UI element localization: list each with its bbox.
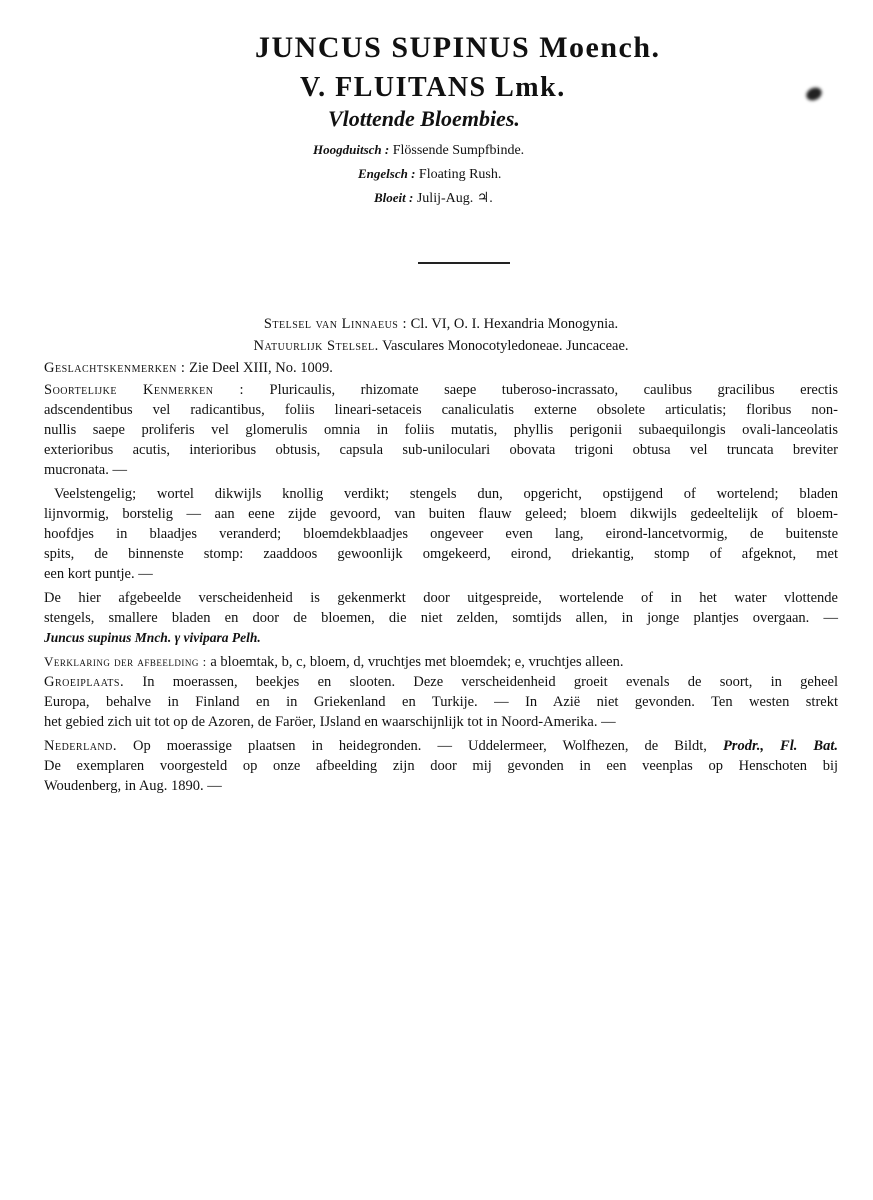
species-latin-line: Soortelijke Kenmerken : Pluricaulis, rhizomate saepe tuberoso-incrassato, caulibus gracilibus erectis — [44, 382, 838, 398]
variety-line: De hier afgebeelde verscheidenheid is gekenmerkt door uitgespreide, wortelende of in het water vlottende — [44, 590, 838, 606]
species-dutch-paragraph — [44, 484, 838, 584]
flora-reference: Prodr., Fl. Bat. — [722, 738, 838, 754]
genus-label: Geslachtskenmerken : — [44, 360, 186, 376]
variety-line: stengels, smallere bladen en door de bloemen, die niet zelden, somtijds allen, in jonge plantjes overgaan. — — [44, 610, 838, 626]
natural-system-label: Natuurlijk Stelsel. — [253, 338, 379, 354]
bloom-value: Julij-Aug. ♃. — [416, 191, 493, 206]
species-dutch-line: hoofdjes in blaadjes veranderd; bloemdekblaadjes ongeveer even lang, eirond-lancetvormig, de buitenste — [44, 526, 838, 542]
dutch-name: Vlottende Bloembies. — [328, 106, 520, 131]
netherlands-line: Nederland. Op moerassige plaatsen in heidegronden. — Uddelermeer, Wolfhezen, de Bildt, Prodr., Fl. Bat. — [44, 738, 838, 754]
figure-explanation-label: Verklaring der afbeelding : — [44, 654, 207, 669]
genus-line — [44, 358, 838, 378]
bloom-label: Bloeit : — [374, 190, 414, 205]
figure-explanation-text: a bloemtak, b, c, bloem, d, vruchtjes met bloemdek; e, vruchtjes alleen. — [210, 654, 624, 670]
habitat-label: Groeiplaats. — [44, 674, 125, 690]
linnaeus-value: Cl. VI, O. I. Hexandria Monogynia. — [410, 316, 619, 332]
german-value: Flössende Sumpfbinde. — [392, 143, 525, 158]
title-species: JUNCUS SUPINUS Moench. — [255, 31, 661, 64]
english-label: Engelsch : — [358, 166, 416, 181]
species-dutch-line: Veelstengelig; wortel dikwijls knollig verdikt; stengels dun, opgericht, opstijgend of wortelend; bladen — [54, 486, 838, 502]
species-latin-line: mucronata. — — [44, 462, 127, 478]
english-name-line — [358, 166, 501, 183]
variety-synonym: Juncus supinus Mnch. γ vivipara Pelh. — [44, 630, 261, 645]
species-latin-line: exterioribus acutis, interioribus obtusis, capsula sub-uniloculari obovata trigoni obtusa vel truncata breviter — [44, 442, 838, 458]
variety-paragraph — [44, 588, 838, 648]
german-name-line — [313, 142, 524, 159]
linnaeus-line — [44, 314, 838, 334]
natural-system-value: Vasculares Monocotyledoneae. Juncaceae. — [382, 338, 629, 354]
bloom-line — [374, 190, 493, 207]
linnaeus-label: Stelsel van Linnaeus : — [263, 316, 408, 332]
netherlands-paragraph — [44, 736, 838, 796]
netherlands-label: Nederland. — [44, 738, 117, 754]
divider-rule — [418, 262, 510, 264]
german-label: Hoogduitsch : — [313, 142, 390, 157]
habitat-paragraph — [44, 672, 838, 732]
title-variety: V. FLUITANS Lmk. — [300, 72, 566, 103]
species-dutch-line: een kort puntje. — — [44, 566, 153, 582]
species-latin-label: Soortelijke Kenmerken : — [44, 382, 244, 398]
habitat-line: Europa, behalve in Finland en in Griekenland en Turkije. — In Azië niet gevonden. Ten westen strekt — [44, 694, 838, 710]
species-dutch-line: lijnvormig, borstelig — aan eene zijde gevoord, van buiten flauw geleed; bloem dikwijls gedeeltelijk of bloem- — [44, 506, 838, 522]
description-body — [44, 314, 838, 796]
species-latin-line: adscendentibus vel radicantibus, foliis lineari-setaceis canaliculatis externe obsolete articulatis; floribus non- — [44, 402, 838, 418]
habitat-line: Groeiplaats. In moerassen, beekjes en slooten. Deze verscheidenheid groeit evenals de soort, in geheel — [44, 674, 838, 690]
netherlands-line: Woudenberg, in Aug. 1890. — — [44, 778, 222, 794]
ink-smudge — [804, 85, 824, 103]
species-latin-paragraph — [44, 380, 838, 480]
natural-system-line — [44, 336, 838, 356]
species-dutch-line: spits, de binnenste stomp: zaaddoos gewoonlijk omgekeerd, eirond, driekantig, stomp of afgeknot, met — [44, 546, 838, 562]
figure-explanation-line — [44, 652, 838, 672]
species-latin-line: nullis saepe proliferis vel glomerulis omnia in foliis mutatis, phyllis perigonii subaequilongis ovali-lanceolatis — [44, 422, 838, 438]
english-value: Floating Rush. — [418, 167, 502, 182]
genus-value: Zie Deel XIII, No. 1009. — [189, 360, 333, 376]
netherlands-line: De exemplaren voorgesteld op onze afbeelding zijn door mij gevonden in een veenplas op Henschoten bij — [44, 758, 838, 774]
habitat-line: het gebied zich uit tot op de Azoren, de Faröer, IJsland en waarschijnlijk tot in Noord-Amerika. — — [44, 714, 616, 730]
